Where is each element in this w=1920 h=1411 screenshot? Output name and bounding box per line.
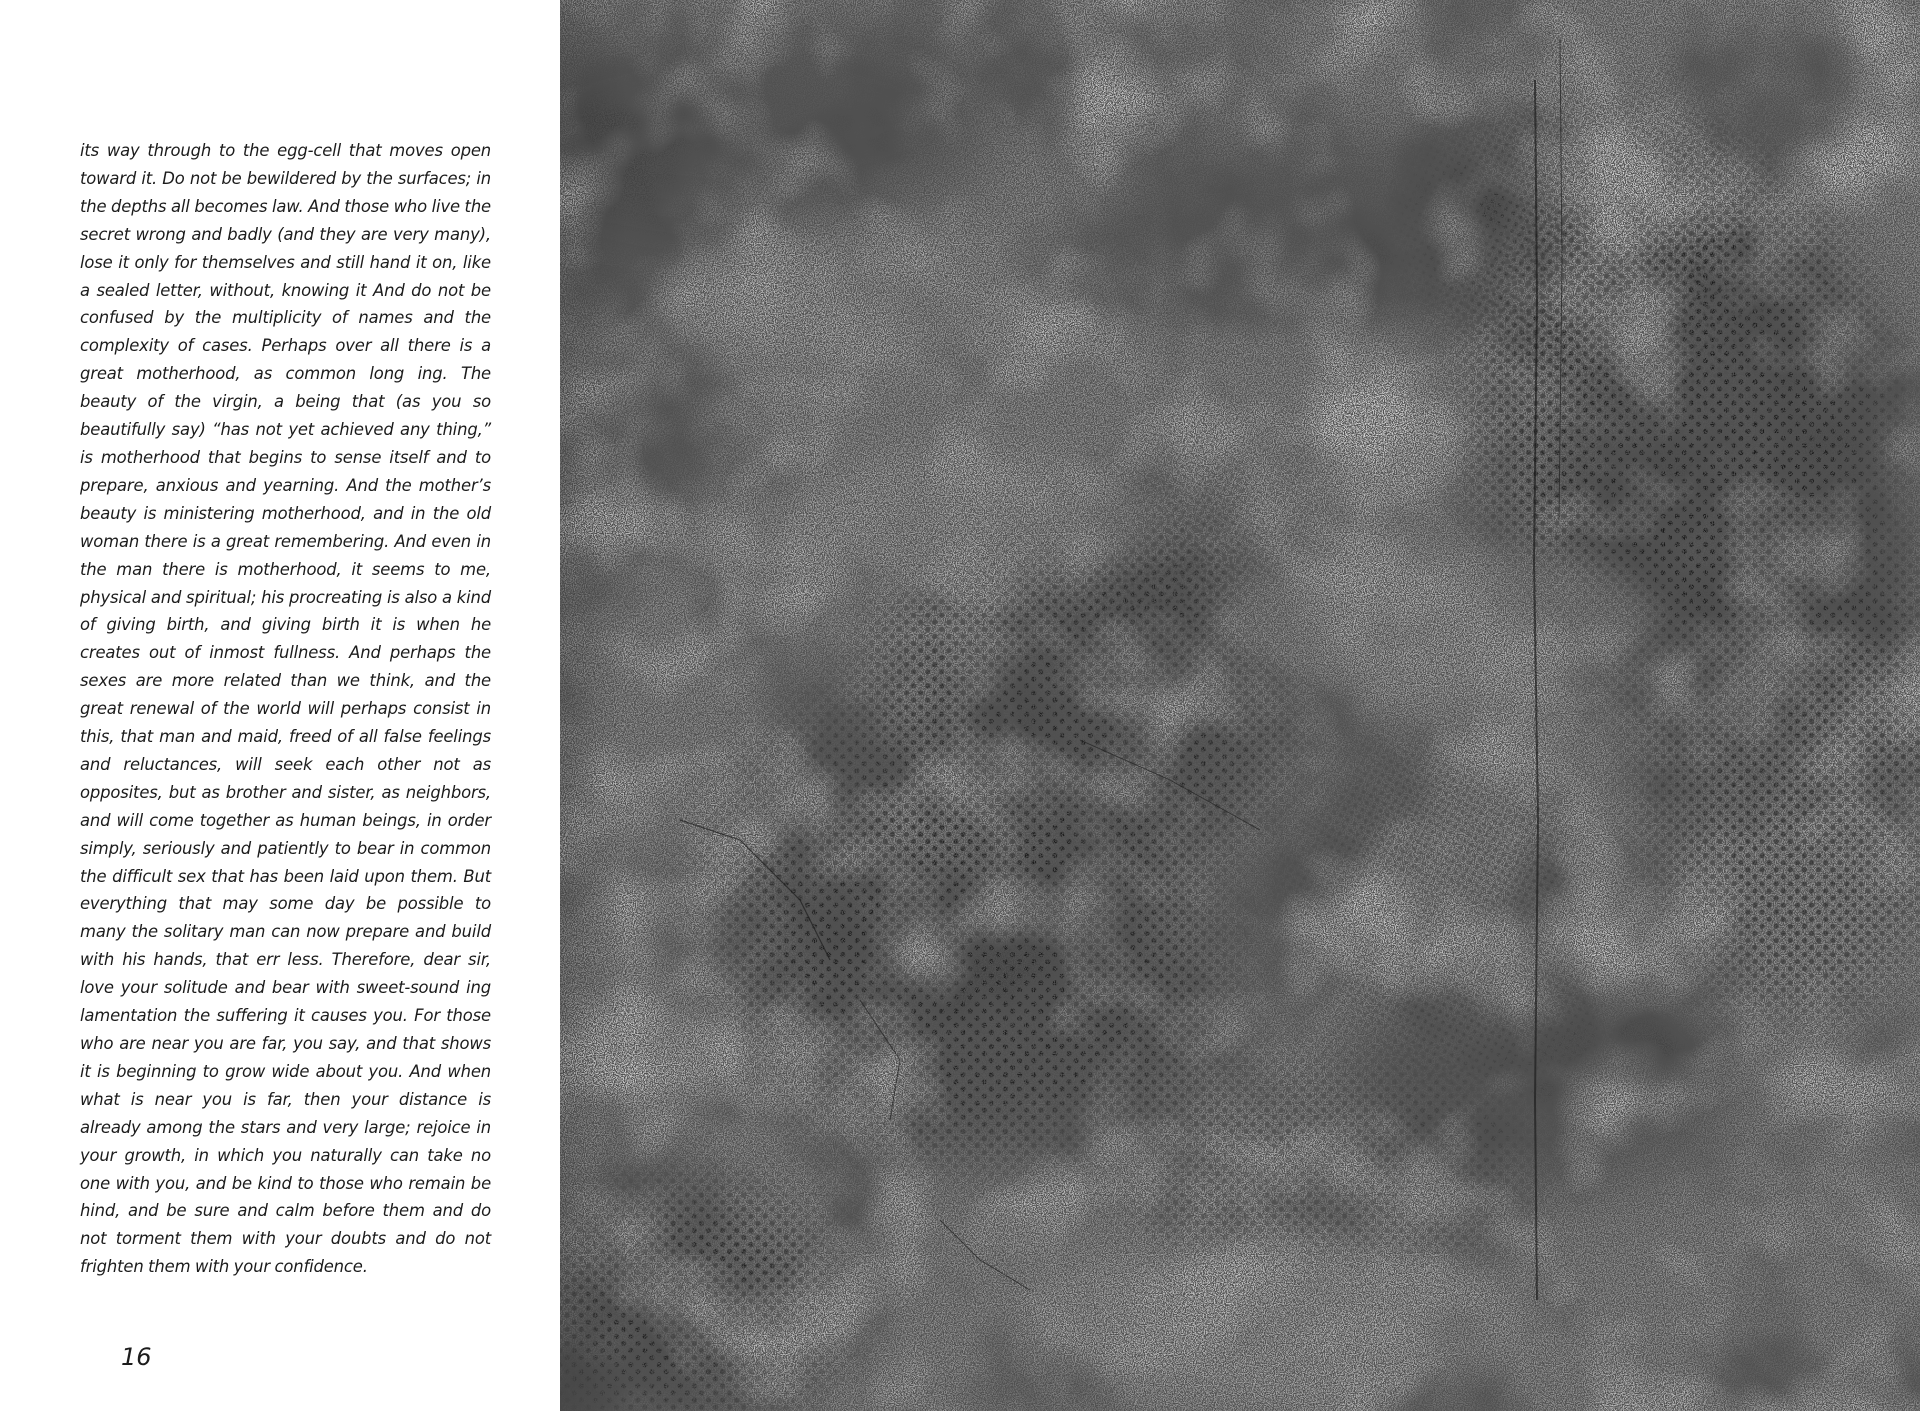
page-number: 16: [121, 1343, 152, 1371]
body-text: its way through to the egg-cell that moves open toward it. Do not be bewildered by the surfaces; in the depths all becomes law. And those who live the secret wrong and badly (and they are very many), lose it only for themselves and still hand it on, like a sealed letter, without, knowing it And do not be confused by the multiplicity of names and the complexity of cases. Perhaps over all there is a great motherhood, as common long ing. The beauty of the virgin, a being that (as you so beautifully say) “has not yet achieved any thing,” is motherhood that begins to sense itself and to prepare, anxious and yearning. And the mother’s beauty is ministering motherhood, and in the old woman there is a great remembering. And even in the man there is motherhood, it seems to me, physical and spiritual; his procreating is also a kind of giving birth, and giving birth it is when he creates out of inmost fullness. And perhaps the sexes are more related than we think, and the great renewal of the world will perhaps consist in this, that man and maid, freed of all false feelings and reluctances, will seek each other not as opposites, but as brother and sister, as neighbors, and will come together as human beings, in order simply, seriously and patiently to bear in common the difficult sex that has been laid upon them. But everything that may some day be possible to many the solitary man can now prepare and build with his hands, that err less. Therefore, dear sir, love your solitude and bear with sweet-sound ing lamentation the suffering it causes you. For those who are near you are far, you say, and that shows it is beginning to grow wide about you. And when what is near you is far, then your distance is already among the stars and very large; rejoice in your growth, in which you naturally can take no one with you, and be kind to those who remain be hind, and be sure and calm before them and do not torment them with your doubts and do not frighten them with your confidence.: [80, 141, 491, 1277]
left-page: [0, 0, 560, 1411]
texture-image: [560, 0, 1920, 1411]
grunge-halftone-texture: [560, 0, 1920, 1411]
